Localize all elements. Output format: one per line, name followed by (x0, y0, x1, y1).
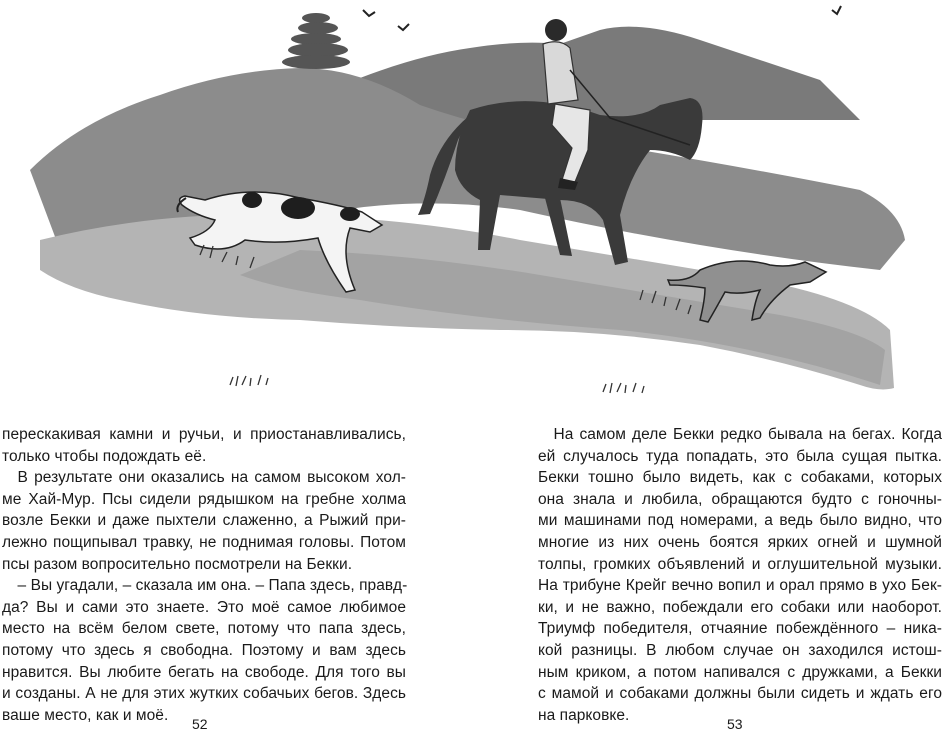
text-line: лежно пощипывал травку, не поднимая головы. Потом (2, 533, 406, 551)
text-line: псы разом вопросительно посмотрели на Бекки. (2, 555, 353, 573)
birds (363, 6, 841, 30)
far-hill (360, 27, 860, 120)
text-line: ми машинами под номерами, а ведь было видно, что (538, 512, 942, 530)
text-line: она знала и любила, обращаются будто с гоночны- (538, 490, 942, 508)
text-line: и созданы. А не для этих жутких собачьих бегов. Здесь (2, 685, 406, 703)
page-number-right: 53 (727, 716, 743, 732)
page-right-text (538, 424, 942, 726)
text-line: толпы, громких объявлений и оглушительной музыки. (538, 555, 942, 573)
text-line: нравится. Вы любите бегать на свободе. Для того вы (2, 663, 406, 681)
text-line: На самом деле Бекки редко бывала на бегах. Когда (538, 426, 942, 443)
text-line: кой разницы. В любом случае он заходился истош- (538, 641, 942, 659)
text-line: ей случалось туда попадать, это была сущая пытка. (538, 447, 942, 465)
text-line: ме Хай-Мур. Псы сидели рядышком на гребне холма (2, 490, 406, 508)
page-number-left: 52 (192, 716, 208, 732)
text-line: только чтобы подождать её. (2, 447, 207, 465)
text-line: потому что здесь я свободна. Поэтому и вам здесь (2, 641, 406, 659)
text-line: Бекки тошно было видеть, как с собаками, которых (538, 469, 942, 487)
text-line: Триумф победителя, отчаяние побеждённого – ника- (538, 620, 942, 638)
text-line: возле Бекки и даже пыхтели слаженно, а Рыжий при- (2, 512, 406, 530)
text-line: многие из них очень боятся ярких огней и шумной (538, 533, 942, 551)
text-line: ным криком, а потом напивался с дружками, а Бекки (538, 663, 942, 681)
text-line: перескакивая камни и ручьи, и приостанавливались, (2, 426, 406, 443)
stone-cairn (282, 13, 350, 69)
text-line: на парковке. (538, 706, 630, 724)
text-line: с мамой и собаками должны были сидеть и ждать его (538, 685, 942, 703)
page-left-text (2, 424, 406, 726)
text-line: В результате они оказались на самом высоком хол- (2, 469, 406, 487)
text-line: да? Вы и сами это знаете. Это моё самое любимое (2, 598, 406, 616)
text-line: ки, и не важно, побеждали его собаки или наоборот. (538, 598, 942, 616)
text-line: место на всём белом свете, потому что папа здесь, (2, 620, 406, 638)
text-line: – Вы угадали, – сказала им она. – Папа здесь, правд- (2, 577, 408, 595)
text-line: ваше место, как и моё. (2, 706, 169, 724)
text-line: На трибуне Крейг вечно вопил и орал прямо в ухо Бек- (538, 577, 942, 595)
